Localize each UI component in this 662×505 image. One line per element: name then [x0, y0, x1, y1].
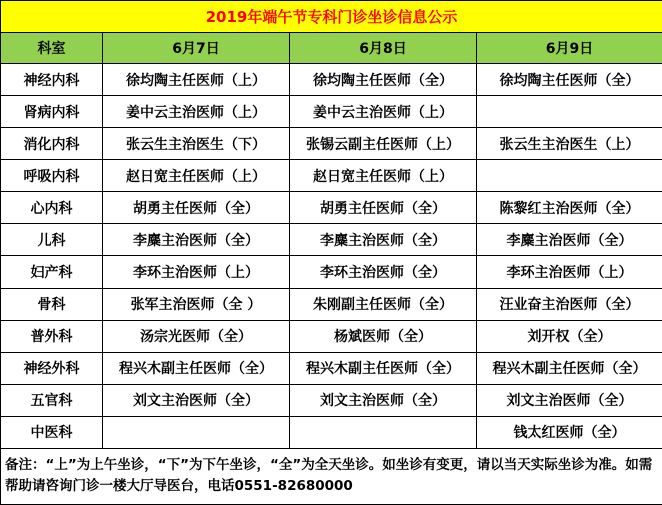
doctor-cell: 徐均陶主任医师（上） — [103, 64, 290, 96]
doctor-cell — [103, 416, 290, 448]
table-row — [1, 96, 662, 128]
doctor-cell: 胡勇主任医师（全） — [290, 192, 477, 224]
department-cell: 神经外科 — [1, 352, 103, 384]
doctor-cell — [477, 160, 662, 192]
header-dept: 科室 — [1, 33, 103, 64]
department-cell: 中医科 — [1, 416, 103, 448]
doctor-cell: 钱太红医师（全） — [477, 416, 662, 448]
doctor-cell: 朱刚副主任医师（全） — [290, 288, 477, 320]
doctor-cell: 胡勇主任医师（全） — [103, 192, 290, 224]
doctor-cell: 张云生主治医生（下） — [103, 128, 290, 160]
department-cell: 神经内科 — [1, 64, 103, 96]
header-date-3: 6月9日 — [477, 33, 662, 64]
doctor-cell: 李麋主治医师（全） — [477, 224, 662, 256]
department-cell: 呼吸内科 — [1, 160, 103, 192]
doctor-cell: 徐均陶主任医师（全） — [477, 64, 662, 96]
doctor-cell: 李麋主治医师（全） — [290, 224, 477, 256]
doctor-cell: 张云生主治医生（上） — [477, 128, 662, 160]
doctor-cell: 刘文主治医师（全） — [290, 384, 477, 416]
doctor-cell: 刘开权（全） — [477, 320, 662, 352]
department-cell: 普外科 — [1, 320, 103, 352]
doctor-cell: 赵日宽主任医师（上） — [103, 160, 290, 192]
doctor-cell: 杨斌医师（全） — [290, 320, 477, 352]
footnote: 备注：“上”为上午坐诊，“下”为下午坐诊，“全”为全天坐诊。如坐诊有变更，请以当天实际坐诊为准。如需帮助请咨询门诊一楼大厅导医台，电话0551-82680000 — [1, 448, 662, 504]
table-row — [1, 288, 662, 320]
doctor-cell: 张军主治医师（全 ） — [103, 288, 290, 320]
table-row — [1, 352, 662, 384]
doctor-cell: 程兴木副主任医师（全） — [290, 352, 477, 384]
doctor-cell: 李环主治医师（上） — [477, 256, 662, 288]
header-row — [1, 33, 662, 64]
table-row — [1, 256, 662, 288]
doctor-cell: 李环主治医师（全） — [290, 256, 477, 288]
table-row — [1, 416, 662, 448]
header-date-1: 6月7日 — [103, 33, 290, 64]
doctor-cell: 赵日宽主任医师（上） — [290, 160, 477, 192]
doctor-cell: 汪业奋主治医师（全） — [477, 288, 662, 320]
doctor-cell: 姜中云主治医师（上） — [103, 96, 290, 128]
table-row — [1, 320, 662, 352]
doctor-cell: 程兴木副主任医师（全） — [103, 352, 290, 384]
doctor-cell: 汤宗光医师（全） — [103, 320, 290, 352]
department-cell: 五官科 — [1, 384, 103, 416]
table-row — [1, 128, 662, 160]
doctor-cell: 陈黎红主治医师（全） — [477, 192, 662, 224]
table-row — [1, 160, 662, 192]
table-row — [1, 192, 662, 224]
header-date-2: 6月8日 — [290, 33, 477, 64]
department-cell: 肾病内科 — [1, 96, 103, 128]
table-row — [1, 384, 662, 416]
title-row — [1, 1, 662, 33]
doctor-cell: 李环主治医师（上） — [103, 256, 290, 288]
doctor-cell: 刘文主治医师（全） — [103, 384, 290, 416]
department-cell: 儿科 — [1, 224, 103, 256]
doctor-cell: 程兴木副主任医师（全） — [477, 352, 662, 384]
doctor-cell: 徐均陶主任医师（全） — [290, 64, 477, 96]
department-cell: 消化内科 — [1, 128, 103, 160]
department-cell: 心内科 — [1, 192, 103, 224]
doctor-cell: 姜中云主治医师（上） — [290, 96, 477, 128]
department-cell: 骨科 — [1, 288, 103, 320]
table-row — [1, 224, 662, 256]
note-row — [1, 448, 662, 504]
doctor-cell: 李麋主治医师（全） — [103, 224, 290, 256]
doctor-cell — [477, 96, 662, 128]
doctor-cell: 刘文主治医师（全） — [477, 384, 662, 416]
doctor-cell — [290, 416, 477, 448]
table-row — [1, 64, 662, 96]
doctor-cell: 张锡云副主任医师（上） — [290, 128, 477, 160]
department-cell: 妇产科 — [1, 256, 103, 288]
page-title: 2019年端午节专科门诊坐诊信息公示 — [1, 1, 662, 33]
